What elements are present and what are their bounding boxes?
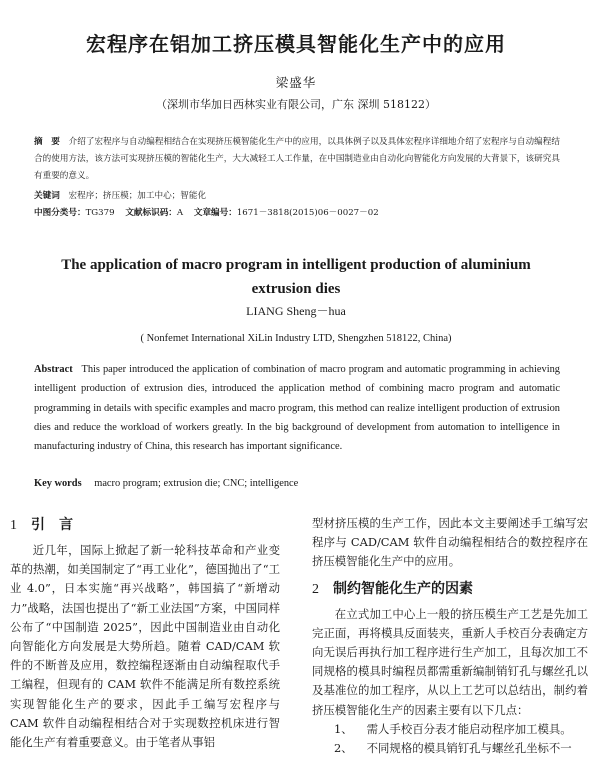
doc-code-value: A [176,208,184,218]
section-1-number: 1 [10,518,17,533]
article-no-label: 文章编号： [193,208,237,218]
paper-title-en: The application of macro program in intelligent production of aluminium extrusion dies [61,257,531,297]
section-1-paragraph-continued: 型材挤压模的生产工作，因此本文主要阐述手工编写宏程序与 CAD/CAM 软件自动编程相结合的数控程序在挤压模智能化生产中的应用。 [312,516,588,569]
keywords-cn-text: 宏程序；挤压模；加工中心；智能化 [68,191,207,201]
list-item-number: 1、 [334,721,353,736]
section-2-heading [312,578,588,601]
article-no-value: 1671－3818(2015)06－0027－02 [236,208,379,218]
abstract-en [34,360,560,456]
list-item-text: 需人手校百分表才能启动程序加工模具。 [366,721,572,736]
abstract-cn [34,134,560,185]
list-item [312,739,588,758]
abstract-en-label: Abstract [34,364,73,375]
list-item-text: 不同规格的模具销钉孔与螺丝孔坐标不一 [366,741,572,756]
keywords-en-label: Key words [34,478,82,489]
list-item [312,720,588,739]
section-2-number: 2 [312,581,319,597]
section-1-heading [10,514,280,537]
author-cn: 梁盛华 [275,75,317,90]
clc-value: TG379 [85,208,115,218]
doc-code-label: 文献标识码： [125,208,177,218]
list-item-number: 2、 [334,741,353,756]
affiliation-cn: （深圳市华加日西林实业有限公司，广东 深圳 518122） [156,98,436,111]
keywords-en [34,478,560,489]
left-column [10,514,280,752]
abstract-en-text: This paper introduced the application of combination of macro program and automatic programming in achieving intelligent production of extrusion dies, introduced the application method of combining macro program and automatic programming in details with specific examples and macro program, this method can realize intelligent production of extrusion dies and reduce the workload of workers greatly. In the big background of development from automation to intelligence in manufacturing industry of China, this research has important significance. [34,364,560,453]
paper-title-cn: 宏程序在铝加工挤压模具智能化生产中的应用 [86,32,506,56]
section-1-paragraph: 近几年，国际上掀起了新一轮科技革命和产业变革的热潮，如美国制定了“再工业化”，德国抛出了“工业 4.0”，日本实施“再兴战略”，韩国搞了“新增动力”战略，法国也提出了“新工业法国”方案，中国同样公布了“中国制造 2025”，因此中国制造业由自动化向智能化方向发展是大势所趋。随着 CAD/CAM 软件的不断普及应用，数控编程逐渐由自动编程取代手工编程，但现有的 CAM 软件不能满足所有数控系统实现智能化生产的要求，因此手工编写宏程序与 CAM 软件自动编程相结合对于实现数控机床进行智能化生产有着重要意义。由于笔者从事铝 [10,543,280,750]
keywords-cn-label: 关键词 [34,191,60,201]
author-en: LIANG Sheng－hua [246,304,346,318]
abstract-cn-text: 介绍了宏程序与自动编程相结合在实现挤压模智能化生产中的应用，以具体例子以及具体宏程序详细地介绍了宏程序与自动编程结合的使用方法，该方法可实现挤压模的智能化生产，大大减轻工人工作量，在中国制造业由自动化向智能化方向发展的大背景下，该研究具有重要的意义。 [34,137,560,181]
abstract-cn-label: 摘 要 [34,137,60,147]
section-2-paragraph: 在立式加工中心上一般的挤压模生产工艺是先加工完正面，再将模具反面装夹，重新人手校百分表确定方向无误后再执行加工程序进行生产加工，且每次加工不同规格的模具时编程员都需重新编制销钉孔与螺丝孔以及基准位的加工程序，从以上工艺可以总结出，制约着挤压模智能化生产的因素主要有以下几点： [312,606,588,717]
classification-cn [34,206,560,218]
right-column [312,514,588,758]
section-1-title: 引 言 [31,517,73,533]
section-2-title: 制约智能化生产的因素 [333,580,473,597]
keywords-en-text: macro program; extrusion die; CNC; intelligence [94,478,299,489]
keywords-cn [34,189,560,201]
affiliation-en: ( Nonfemet International XiLin Industry LTD, Shengzhen 518122, China) [140,333,452,344]
clc-label: 中图分类号： [34,208,86,218]
